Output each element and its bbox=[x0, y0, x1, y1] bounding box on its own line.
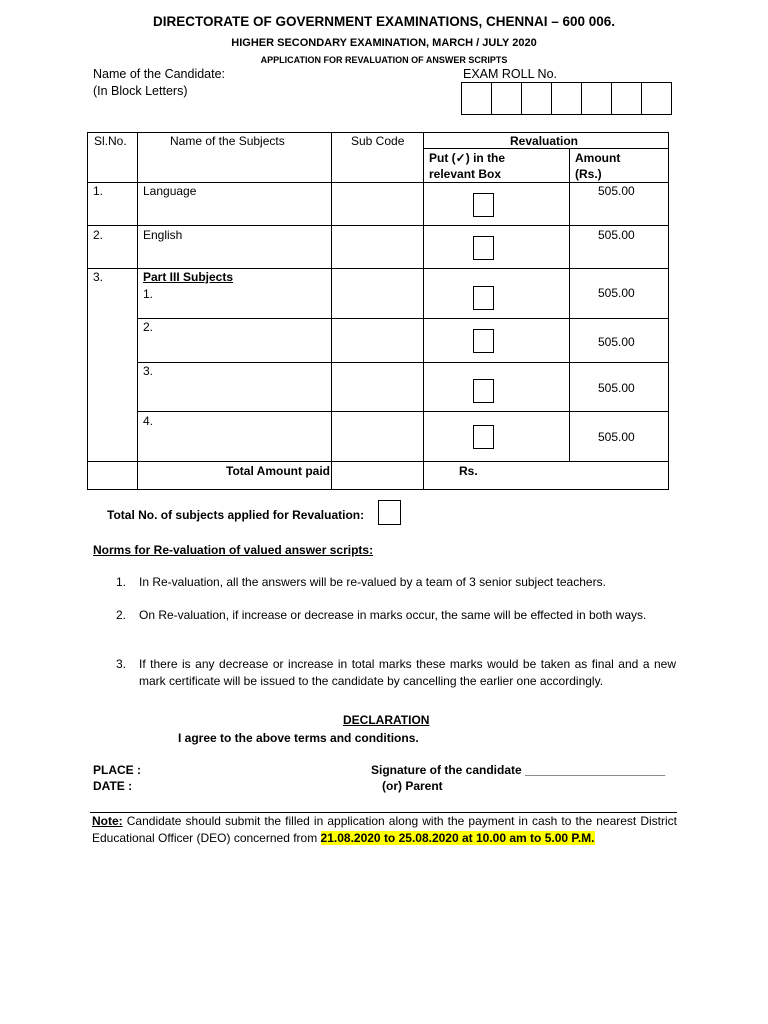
norm-number: 1. bbox=[116, 575, 127, 589]
total-amount-label: Total Amount paid bbox=[226, 464, 330, 478]
header-put-tick: Put (✓) in the bbox=[429, 151, 506, 165]
revaluation-checkbox[interactable] bbox=[473, 236, 494, 260]
header-revaluation: Revaluation bbox=[510, 134, 579, 148]
row-subject: English bbox=[143, 228, 183, 242]
note-paragraph bbox=[92, 813, 677, 847]
row-number: 3. bbox=[93, 270, 104, 284]
row-subject: 1. bbox=[143, 287, 154, 301]
declaration-text: I agree to the above terms and conditions. bbox=[178, 731, 419, 745]
exam-subtitle: HIGHER SECONDARY EXAMINATION, MARCH / JULY 2020 bbox=[231, 37, 537, 49]
revaluation-checkbox[interactable] bbox=[473, 425, 494, 449]
revaluation-checkbox[interactable] bbox=[473, 193, 494, 217]
block-letters-hint: (In Block Letters) bbox=[93, 84, 188, 98]
row-amount: 505.00 bbox=[598, 381, 635, 395]
exam-roll-label: EXAM ROLL No. bbox=[463, 67, 558, 81]
note-label: Note: bbox=[92, 814, 123, 828]
norm-text: If there is any decrease or increase in total marks these marks would be taken as final and a new mark certificate will be issued to the candidate by cancelling the earlier one accordingly. bbox=[139, 657, 676, 688]
row-amount: 505.00 bbox=[598, 286, 635, 300]
revaluation-checkbox[interactable] bbox=[473, 379, 494, 403]
header-subjects: Name of the Subjects bbox=[170, 134, 285, 148]
note-deadline-highlight: 21.08.2020 to 25.08.2020 at 10.00 am to 5.00 P.M. bbox=[320, 831, 595, 845]
row-subject: 4. bbox=[143, 414, 154, 428]
candidate-name-label: Name of the Candidate: bbox=[93, 67, 226, 81]
roll-digit-box[interactable] bbox=[611, 82, 642, 115]
declaration-heading: DECLARATION bbox=[343, 713, 430, 727]
place-label: PLACE : bbox=[93, 763, 141, 777]
total-rs-label: Rs. bbox=[459, 464, 478, 478]
row-amount: 505.00 bbox=[598, 228, 635, 242]
norm-number: 2. bbox=[116, 608, 127, 622]
row-amount: 505.00 bbox=[598, 430, 635, 444]
revaluation-checkbox[interactable] bbox=[473, 286, 494, 310]
part-iii-heading: Part III Subjects bbox=[143, 270, 234, 284]
roll-digit-box[interactable] bbox=[461, 82, 492, 115]
total-subjects-label: Total No. of subjects applied for Revaluation: bbox=[107, 508, 365, 522]
header-subcode: Sub Code bbox=[351, 134, 405, 148]
roll-digit-box[interactable] bbox=[641, 82, 672, 115]
roll-digit-box[interactable] bbox=[491, 82, 522, 115]
total-subjects-box[interactable] bbox=[378, 500, 401, 525]
parent-label: (or) Parent bbox=[382, 779, 443, 793]
row-amount: 505.00 bbox=[598, 335, 635, 349]
header-amount-unit: (Rs.) bbox=[575, 167, 602, 181]
roll-digit-box[interactable] bbox=[521, 82, 552, 115]
form-title: DIRECTORATE OF GOVERNMENT EXAMINATIONS, CHENNAI – 600 006. bbox=[152, 14, 616, 29]
header-slno: Sl.No. bbox=[94, 134, 127, 148]
revaluation-checkbox[interactable] bbox=[473, 329, 494, 353]
row-subject: 2. bbox=[143, 320, 154, 334]
norm-text: On Re-valuation, if increase or decrease in marks occur, the same will be effected in both ways. bbox=[139, 608, 647, 622]
header-relevant-box: relevant Box bbox=[429, 167, 502, 181]
norm-text: In Re-valuation, all the answers will be re-valued by a team of 3 senior subject teachers. bbox=[139, 575, 606, 589]
row-subject: Language bbox=[143, 184, 197, 198]
row-number: 2. bbox=[93, 228, 104, 242]
norm-number: 3. bbox=[116, 657, 127, 671]
norms-heading: Norms for Re-valuation of valued answer scripts: bbox=[93, 543, 374, 557]
row-amount: 505.00 bbox=[598, 184, 635, 198]
header-amount: Amount bbox=[575, 151, 621, 165]
row-number: 1. bbox=[93, 184, 104, 198]
roll-digit-box[interactable] bbox=[551, 82, 582, 115]
roll-digit-box[interactable] bbox=[581, 82, 612, 115]
date-label: DATE : bbox=[93, 779, 133, 793]
note-text: Candidate should submit the filled in application along with the payment in cash to the nearest District Educational Officer (DEO) concerned from bbox=[92, 814, 677, 845]
exam-roll-boxes[interactable] bbox=[462, 82, 672, 115]
row-subject: 3. bbox=[143, 364, 154, 378]
form-name: APPLICATION FOR REVALUATION OF ANSWER SCRIPTS bbox=[260, 55, 508, 65]
tick-mark-icon: ✓ bbox=[455, 151, 466, 165]
signature-label: Signature of the candidate _____________________ bbox=[371, 763, 666, 777]
